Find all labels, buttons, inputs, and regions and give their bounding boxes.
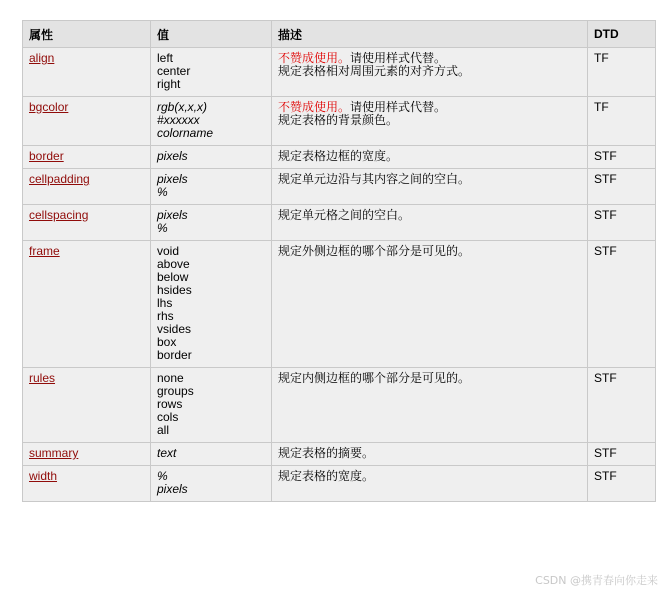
description-text: 请使用样式代替。 bbox=[350, 100, 447, 114]
value-item: below bbox=[157, 270, 189, 284]
value-item: groups bbox=[157, 384, 194, 398]
value-cell bbox=[151, 205, 272, 241]
header-attribute: 属性 bbox=[23, 21, 151, 48]
dtd-cell: STF bbox=[588, 241, 656, 368]
table-row bbox=[23, 443, 656, 466]
value-cell bbox=[151, 241, 272, 368]
attribute-link-border[interactable]: border bbox=[29, 149, 64, 163]
value-item: % bbox=[157, 221, 168, 235]
value-cell bbox=[151, 443, 272, 466]
attribute-cell bbox=[23, 368, 151, 443]
table-row bbox=[23, 368, 656, 443]
dtd-cell: STF bbox=[588, 466, 656, 502]
description-text: 规定表格边框的宽度。 bbox=[278, 149, 399, 163]
description-cell bbox=[272, 97, 588, 146]
description-line bbox=[278, 209, 581, 222]
value-cell bbox=[151, 48, 272, 97]
dtd-cell: TF bbox=[588, 97, 656, 146]
value-item: above bbox=[157, 257, 190, 271]
value-item: lhs bbox=[157, 296, 173, 310]
dtd-cell: STF bbox=[588, 169, 656, 205]
description-text: 规定表格的背景颜色。 bbox=[278, 113, 399, 127]
description-text: 规定表格相对周围元素的对齐方式。 bbox=[278, 64, 471, 78]
description-text: 规定单元格之间的空白。 bbox=[278, 208, 411, 222]
attribute-cell bbox=[23, 146, 151, 169]
table-header-row bbox=[23, 21, 656, 48]
description-cell bbox=[272, 48, 588, 97]
attribute-link-cellspacing[interactable]: cellspacing bbox=[29, 208, 89, 222]
description-cell bbox=[272, 146, 588, 169]
description-text: 规定外侧边框的哪个部分是可见的。 bbox=[278, 244, 471, 258]
value-cell bbox=[151, 368, 272, 443]
attribute-cell bbox=[23, 443, 151, 466]
dtd-cell: STF bbox=[588, 443, 656, 466]
attribute-link-width[interactable]: width bbox=[29, 469, 58, 483]
description-line bbox=[278, 150, 581, 163]
value-item: rhs bbox=[157, 309, 174, 323]
description-cell bbox=[272, 466, 588, 502]
attribute-cell bbox=[23, 205, 151, 241]
description-text: 规定内侧边框的哪个部分是可见的。 bbox=[278, 371, 471, 385]
value-cell bbox=[151, 97, 272, 146]
dtd-cell: STF bbox=[588, 146, 656, 169]
table-row bbox=[23, 466, 656, 502]
description-line bbox=[278, 245, 581, 258]
value-item: rgb(x,x,x) bbox=[157, 100, 208, 114]
value-item: rows bbox=[157, 397, 183, 411]
value-item: % bbox=[157, 185, 168, 199]
value-cell bbox=[151, 466, 272, 502]
description-text: 规定表格的宽度。 bbox=[278, 469, 375, 483]
value-item: pixels bbox=[157, 208, 188, 222]
description-cell bbox=[272, 205, 588, 241]
header-description: 描述 bbox=[272, 21, 588, 48]
table-row bbox=[23, 97, 656, 146]
description-line bbox=[278, 372, 581, 385]
header-dtd: DTD bbox=[588, 21, 656, 48]
value-item: pixels bbox=[157, 172, 188, 186]
description-cell bbox=[272, 443, 588, 466]
description-line bbox=[278, 173, 581, 186]
value-item: all bbox=[157, 423, 170, 437]
attributes-table bbox=[22, 20, 656, 502]
attribute-link-frame[interactable]: frame bbox=[29, 244, 60, 258]
description-cell bbox=[272, 368, 588, 443]
attribute-link-bgcolor[interactable]: bgcolor bbox=[29, 100, 69, 114]
value-item: hsides bbox=[157, 283, 192, 297]
value-item: % bbox=[157, 469, 168, 483]
value-item: colorname bbox=[157, 126, 214, 140]
value-item: #xxxxxx bbox=[157, 113, 200, 127]
value-cell bbox=[151, 169, 272, 205]
dtd-cell: STF bbox=[588, 368, 656, 443]
deprecated-notice: 不赞成使用。 bbox=[278, 51, 351, 65]
dtd-cell: STF bbox=[588, 205, 656, 241]
value-item: center bbox=[157, 64, 191, 78]
table-row bbox=[23, 146, 656, 169]
table-body bbox=[23, 48, 656, 502]
watermark: CSDN @携青春向你走来 bbox=[535, 574, 658, 587]
attribute-link-align[interactable]: align bbox=[29, 51, 55, 65]
table-row bbox=[23, 205, 656, 241]
value-item: box bbox=[157, 335, 177, 349]
value-item: void bbox=[157, 244, 180, 258]
attribute-cell bbox=[23, 48, 151, 97]
value-item: vsides bbox=[157, 322, 192, 336]
description-text: 请使用样式代替。 bbox=[350, 51, 447, 65]
deprecated-notice: 不赞成使用。 bbox=[278, 100, 351, 114]
value-item: pixels bbox=[157, 482, 188, 496]
value-item: text bbox=[157, 446, 177, 460]
value-cell bbox=[151, 146, 272, 169]
attribute-link-rules[interactable]: rules bbox=[29, 371, 56, 385]
description-cell bbox=[272, 169, 588, 205]
table-row bbox=[23, 48, 656, 97]
attribute-link-cellpadding[interactable]: cellpadding bbox=[29, 172, 90, 186]
value-item: cols bbox=[157, 410, 179, 424]
table-row bbox=[23, 169, 656, 205]
value-item: left bbox=[157, 51, 174, 65]
value-item: pixels bbox=[157, 149, 188, 163]
value-item: right bbox=[157, 77, 181, 91]
header-value: 值 bbox=[151, 21, 272, 48]
value-item: none bbox=[157, 371, 184, 385]
description-text: 规定表格的摘要。 bbox=[278, 446, 375, 460]
table-row bbox=[23, 241, 656, 368]
attribute-link-summary[interactable]: summary bbox=[29, 446, 79, 460]
description-cell bbox=[272, 241, 588, 368]
description-text: 规定单元边沿与其内容之间的空白。 bbox=[278, 172, 471, 186]
description-line bbox=[278, 470, 581, 483]
attribute-cell bbox=[23, 97, 151, 146]
dtd-cell: TF bbox=[588, 48, 656, 97]
value-item: border bbox=[157, 348, 192, 362]
attribute-cell bbox=[23, 241, 151, 368]
attribute-cell bbox=[23, 169, 151, 205]
description-line bbox=[278, 447, 581, 460]
attribute-cell bbox=[23, 466, 151, 502]
